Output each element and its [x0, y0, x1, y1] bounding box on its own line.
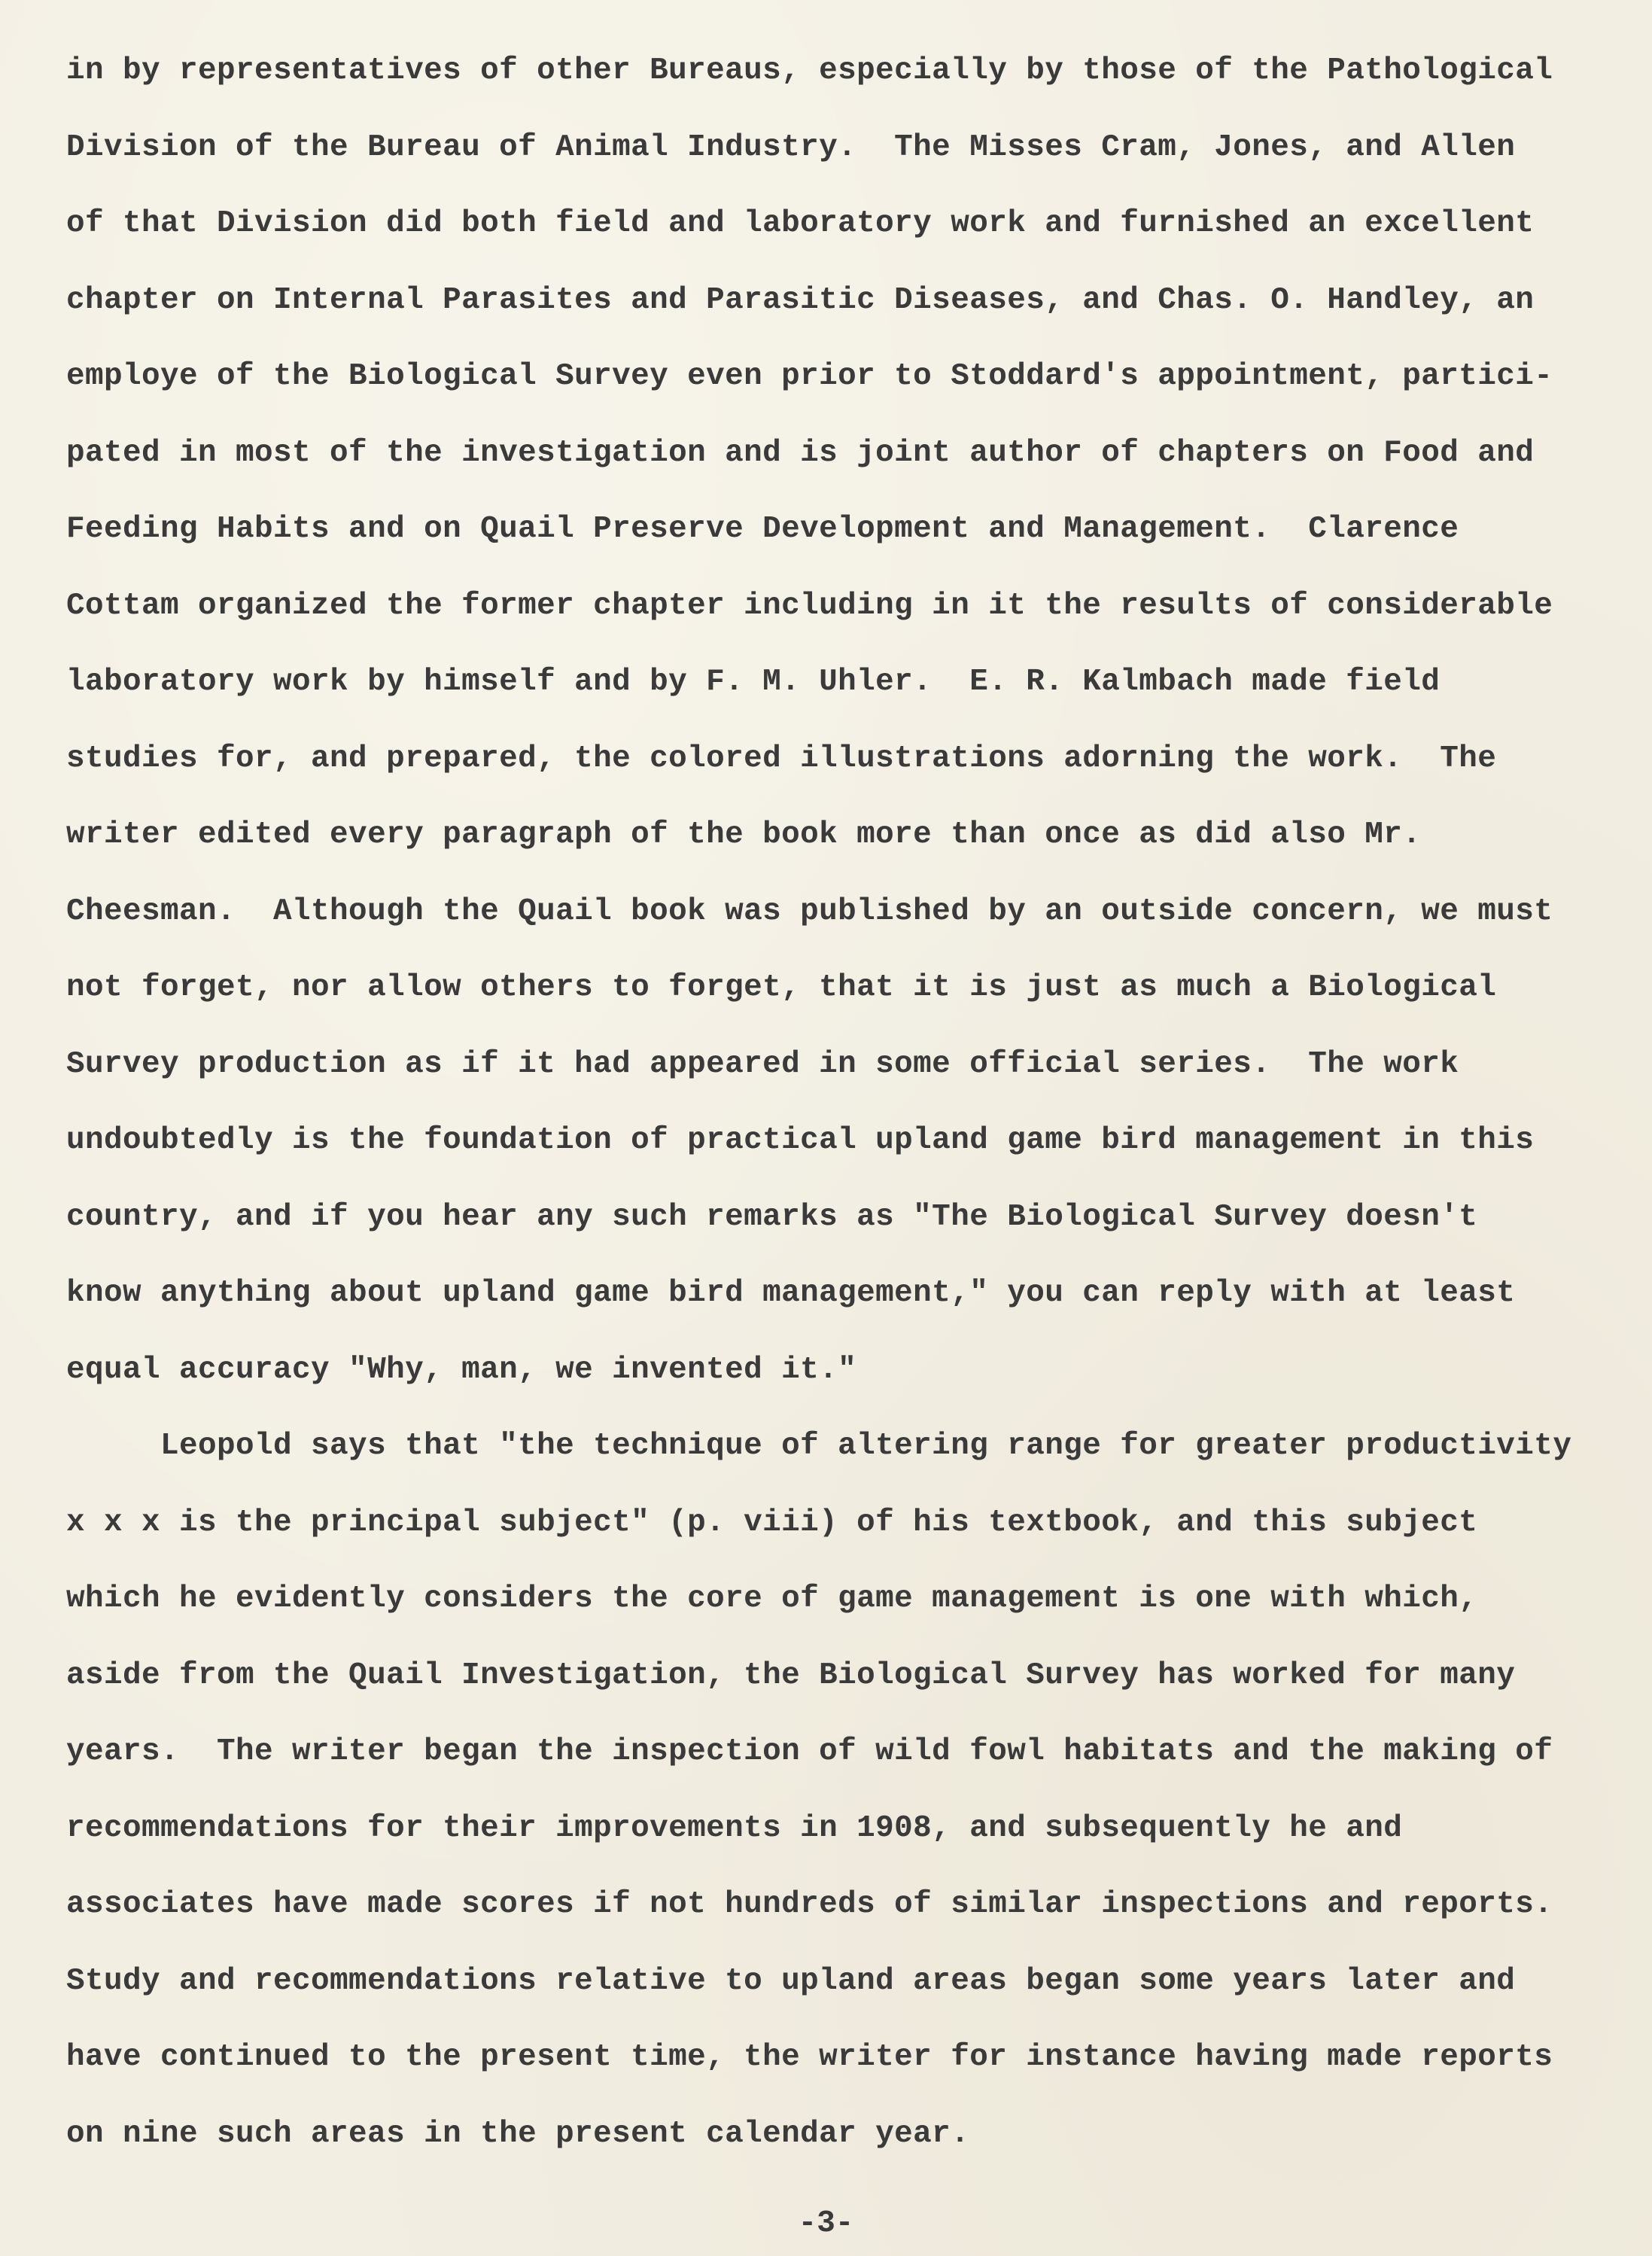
text-line: years. The writer began the inspection of wild fowl habitats and the making of — [66, 1734, 1553, 1769]
text-line: which he evidently considers the core of game management is one with which, — [66, 1582, 1478, 1616]
text-line: studies for, and prepared, the colored illustrations adorning the work. The — [66, 741, 1497, 776]
text-line: equal accuracy "Why, man, we invented it." — [66, 1352, 857, 1387]
text-line: undoubtedly is the foundation of practical upland game bird management in this — [66, 1123, 1535, 1158]
text-line: of that Division did both field and laboratory work and furnished an excellent — [66, 206, 1535, 241]
text-line: chapter on Internal Parasites and Parasitic Diseases, and Chas. O. Handley, an — [66, 282, 1535, 318]
text-line: aside from the Quail Investigation, the Biological Survey has worked for many — [66, 1658, 1516, 1693]
text-line: x x x is the principal subject" (p. viii) of his textbook, and this subject — [66, 1505, 1478, 1540]
text-line: Cottam organized the former chapter including in it the results of considerable — [66, 588, 1553, 623]
text-line: recommendations for their improvements in 1908, and subsequently he and — [66, 1810, 1403, 1846]
text-line: in by representatives of other Bureaus, especially by those of the Pathological — [66, 53, 1553, 88]
text-line: on nine such areas in the present calendar year. — [66, 2116, 970, 2151]
text-line: Feeding Habits and on Quail Preserve Development and Management. Clarence — [66, 512, 1459, 546]
text-line: Leopold says that "the technique of altering range for greater productivity — [66, 1429, 1572, 1463]
text-line: know anything about upland game bird management," you can reply with at least — [66, 1276, 1516, 1311]
text-line: Division of the Bureau of Animal Industry. The Misses Cram, Jones, and Allen — [66, 129, 1516, 165]
text-line: pated in most of the investigation and is joint author of chapters on Food and — [66, 435, 1535, 470]
text-line: laboratory work by himself and by F. M. Uhler. E. R. Kalmbach made field — [66, 665, 1441, 699]
page-number: -3- — [798, 2206, 854, 2241]
text-line: associates have made scores if not hundreds of similar inspections and reports. — [66, 1887, 1553, 1922]
text-line: employe of the Biological Survey even prior to Stoddard's appointment, partici- — [66, 359, 1553, 394]
text-line: Survey production as if it had appeared in some official series. The work — [66, 1046, 1459, 1082]
text-line: have continued to the present time, the writer for instance having made reports — [66, 2040, 1553, 2075]
text-line: writer edited every paragraph of the book more than once as did also Mr. — [66, 817, 1422, 852]
typed-text-body — [66, 53, 1609, 2195]
text-line: not forget, nor allow others to forget, that it is just as much a Biological — [66, 970, 1497, 1005]
text-line: country, and if you hear any such remarks as "The Biological Survey doesn't — [66, 1199, 1478, 1235]
text-line: Study and recommendations relative to upland areas began some years later and — [66, 1963, 1516, 1999]
text-line: Cheesman. Although the Quail book was published by an outside concern, we must — [66, 894, 1553, 929]
